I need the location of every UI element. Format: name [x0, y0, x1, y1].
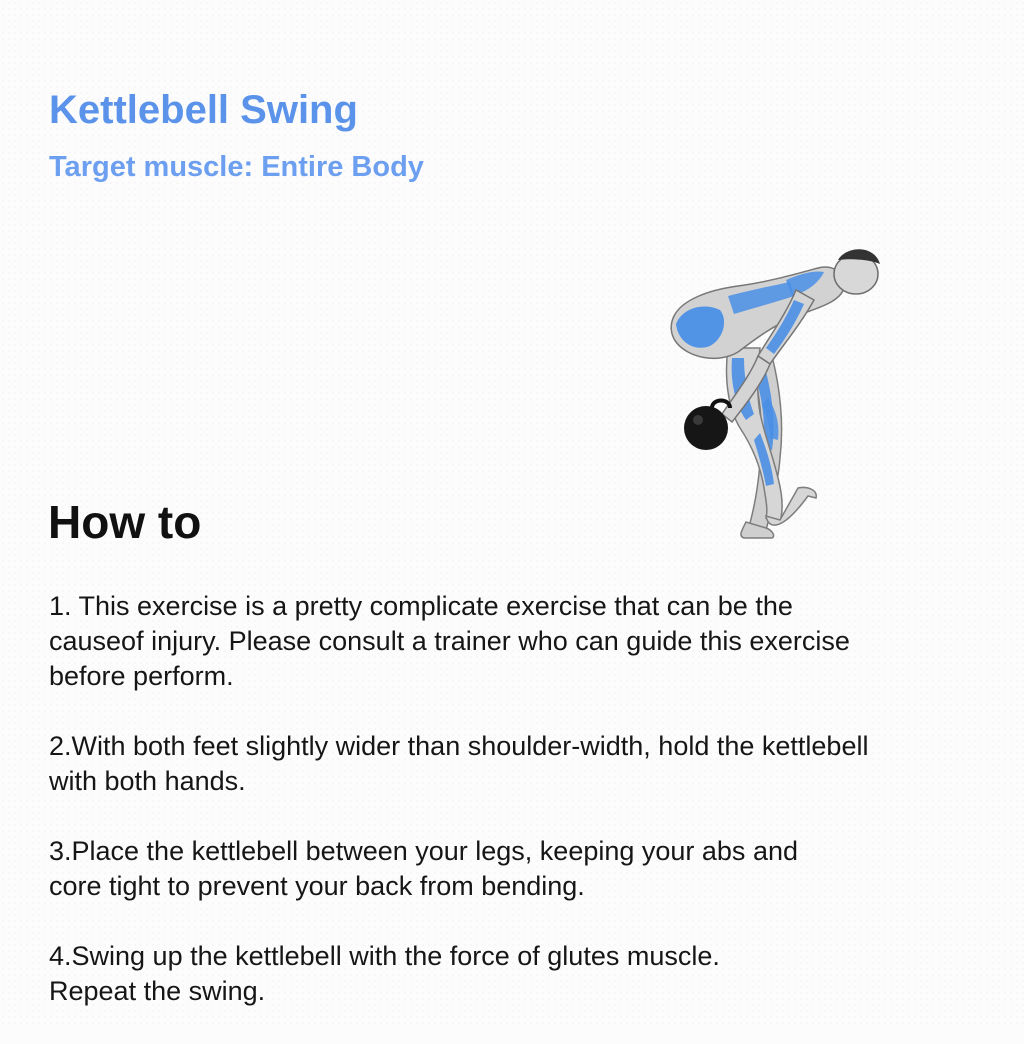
- step-line: with both hands.: [49, 766, 246, 796]
- figure-body: [671, 249, 880, 538]
- instruction-step: [49, 729, 989, 799]
- step-line: 3.Place the kettlebell between your legs, keeping your abs and: [49, 836, 798, 866]
- step-line: Repeat the swing.: [49, 976, 266, 1006]
- instruction-step: [49, 939, 989, 1009]
- instruction-steps: [49, 589, 989, 1044]
- step-line: 2.With both feet slightly wider than shoulder-width, hold the kettlebell: [49, 731, 869, 761]
- instruction-step: [49, 834, 989, 904]
- step-line: core tight to prevent your back from bending.: [49, 871, 585, 901]
- instruction-step: [49, 589, 989, 694]
- step-line: 1. This exercise is a pretty complicate exercise that can be the: [49, 591, 793, 621]
- kettlebell-swing-figure-icon: [668, 238, 900, 542]
- how-to-heading: How to: [48, 496, 202, 548]
- step-line: causeof injury. Please consult a trainer who can guide this exercise: [49, 626, 850, 656]
- target-muscle-label: Target muscle: Entire Body: [49, 151, 424, 183]
- step-line: before perform.: [49, 661, 234, 691]
- kettlebell-icon: [684, 401, 730, 451]
- exercise-title: Kettlebell Swing: [49, 88, 358, 132]
- step-line: 4.Swing up the kettlebell with the force of glutes muscle.: [49, 941, 720, 971]
